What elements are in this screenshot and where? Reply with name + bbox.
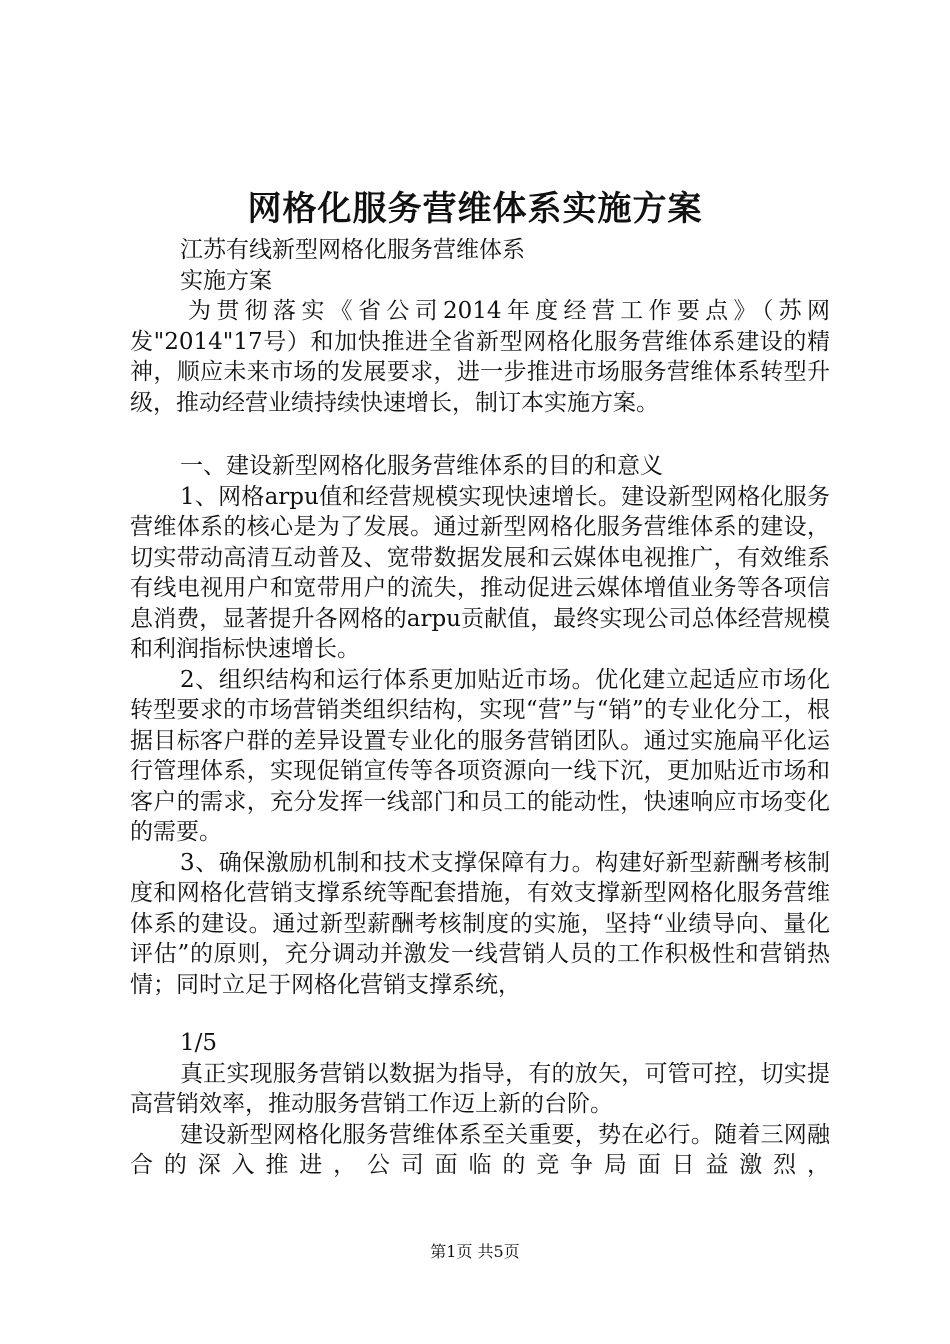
subtitle-line-1: 江苏有线新型网格化服务营维体系 [180, 237, 525, 263]
inline-page-marker: 1/5 [180, 1030, 218, 1056]
document-title: 网格化服务营维体系实施方案 [247, 189, 703, 229]
point-2-paragraph: 2、组织结构和运行体系更加贴近市场。优化建立起适应市场化转型要求的市场营销类组织结构，实现“营”与“销”的专业化分工，根据目标客户群的差异设置专业化的服务营销团队。通过实施扁平化运行管理体系，实现促销宣传等各项资源向一线下沉，更加贴近市场和客户的需求，充分发挥一线部门和员工的能动性，快速响应市场变化的需要。 [130, 666, 830, 845]
intro-block [130, 235, 830, 418]
subtitle-line-2: 实施方案 [180, 267, 272, 294]
last-paragraph: 建设新型网格化服务营维体系至关重要，势在必行。随着三网融合的深入推进，公司面临的竞争局面日益激烈， [130, 1121, 830, 1178]
continuation-block [130, 1028, 830, 1181]
continuation-paragraph: 真正实现服务营销以数据为指导，有的放矢，可管可控，切实提高营销效率，推动服务营销工作迈上新的台阶。 [130, 1060, 830, 1117]
section-1-heading: 一、建设新型网格化服务营维体系的目的和意义 [180, 453, 663, 479]
section-1-block [130, 451, 830, 1000]
point-1-paragraph: 1、网格arpu值和经营规模实现快速增长。建设新型网格化服务营维体系的核心是为了发展。通过新型网格化服务营维体系的建设，切实带动高清互动普及、宽带数据发展和云媒体电视推广，有效维系有线电视用户和宽带用户的流失，推动促进云媒体增值业务等各项信息消费，显著提升各网格的arpu贡献值，最终实现公司总体经营规模和利润指标快速增长。 [130, 483, 830, 662]
intro-paragraph: 为贯彻落实《省公司2014年度经营工作要点》（苏网发"2014"17号）和加快推进全省新型网格化服务营维体系建设的精神，顺应未来市场的发展要求，进一步推进市场服务营维体系转型升级，推动经营业绩持续快速增长，制订本实施方案。 [130, 298, 830, 416]
page-footer: 第1页 共5页 [430, 1242, 520, 1261]
point-3-paragraph: 3、确保激励机制和技术支撑保障有力。构建好新型薪酬考核制度和网格化营销支撑系统等配套措施，有效支撑新型网格化服务营维体系的建设。通过新型薪酬考核制度的实施，坚持“业绩导向、量化评估”的原则，充分调动并激发一线营销人员的工作积极性和营销热情；同时立足于网格化营销支撑系统， [130, 849, 830, 998]
